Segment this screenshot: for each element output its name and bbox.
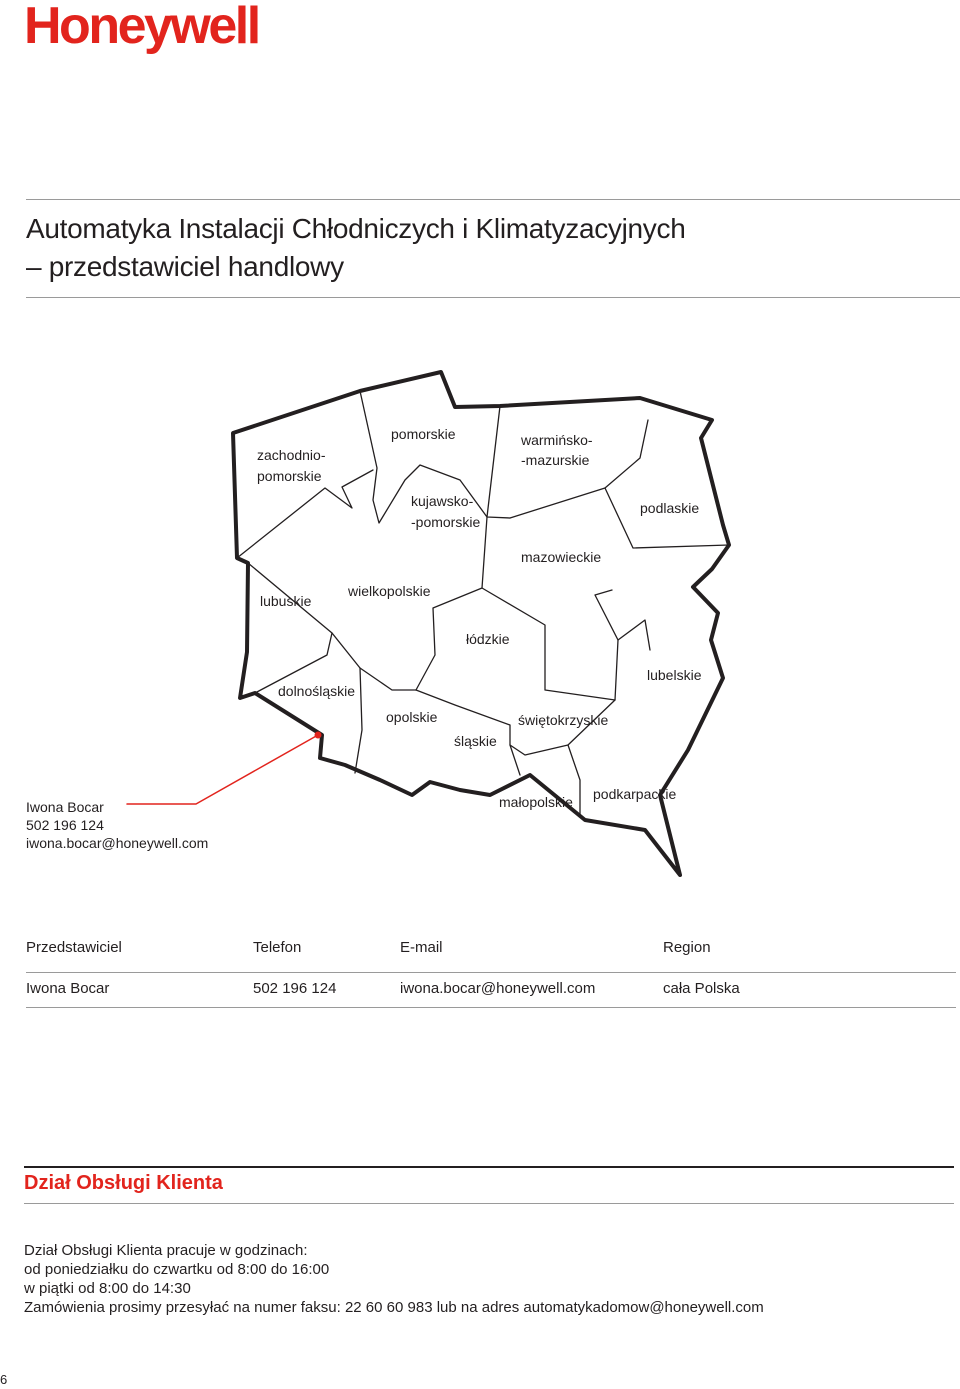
region-podlaskie: podlaskie: [640, 500, 700, 516]
info-line-2: od poniedziałku do czwartku od 8:00 do 16:00: [24, 1261, 330, 1278]
honeywell-logo: Honeywell: [24, 0, 259, 55]
region-lubelskie: lubelskie: [647, 667, 702, 683]
region-kujawsko-pomorskie-2: -pomorskie: [411, 514, 481, 530]
callout-name: Iwona Bocar: [26, 799, 104, 815]
callout-email[interactable]: iwona.bocar@honeywell.com: [26, 835, 209, 851]
region-kujawsko-pomorskie: kujawsko-: [411, 493, 474, 509]
region-lodzkie: łódzkie: [466, 631, 510, 647]
page-number: 6: [0, 1372, 8, 1387]
page-title-line-2: – przedstawiciel handlowy: [26, 251, 344, 282]
region-wielkopolskie: wielkopolskie: [348, 583, 431, 599]
region-slaskie: śląskie: [454, 733, 497, 749]
customer-service-info: [24, 1241, 764, 1317]
divider-title: [26, 297, 960, 298]
divider-top: [26, 199, 960, 200]
representative-callout: [26, 798, 208, 852]
region-zachodniopomorskie-2: pomorskie: [257, 468, 322, 484]
row-representative: Iwona Bocar: [26, 980, 110, 997]
page-title: [26, 210, 685, 286]
page-title-line-1: Automatyka Instalacji Chłodniczych i Klimatyzacyjnych: [26, 213, 686, 244]
section-title-divider: [24, 1203, 954, 1204]
region-podkarpackie: podkarpackie: [593, 786, 677, 802]
table-divider: [26, 972, 956, 973]
region-dolnoslaskie: dolnośląskie: [278, 683, 356, 699]
row-region: cała Polska: [663, 980, 740, 997]
region-pomorskie: pomorskie: [391, 426, 456, 442]
region-malopolskie: małopolskie: [499, 794, 573, 810]
region-zachodniopomorskie: zachodnio-: [257, 447, 326, 463]
region-opolskie: opolskie: [386, 709, 438, 725]
header-representative: Przedstawiciel: [26, 939, 122, 956]
header-region: Region: [663, 939, 711, 956]
region-warminsko-mazurskie-2: -mazurskie: [521, 452, 590, 468]
callout-line: [127, 735, 318, 804]
info-line-1: Dział Obsługi Klienta pracuje w godzinach:: [24, 1242, 308, 1259]
table-bottom-divider: [26, 1007, 956, 1008]
region-mazowieckie: mazowieckie: [521, 549, 602, 565]
header-email: E-mail: [400, 939, 443, 956]
customer-service-title: Dział Obsługi Klienta: [24, 1172, 223, 1194]
region-lubuskie: lubuskie: [260, 593, 312, 609]
header-phone: Telefon: [253, 939, 302, 956]
callout-phone: 502 196 124: [26, 817, 104, 833]
section-divider: [24, 1166, 954, 1168]
table-header: [26, 939, 956, 959]
callout-dot: [315, 732, 322, 739]
table-row: [26, 980, 956, 1000]
info-line-4: Zamówienia prosimy przesyłać na numer faksu: 22 60 60 983 lub na adres automatykadomow@honeywell.com: [24, 1299, 764, 1316]
region-warminsko-mazurskie: warmińsko-: [521, 432, 593, 448]
info-line-3: w piątki od 8:00 do 14:30: [24, 1280, 191, 1297]
region-swietokrzyskie: świętokrzyskie: [518, 712, 609, 728]
row-email[interactable]: iwona.bocar@honeywell.com: [400, 980, 596, 997]
row-phone: 502 196 124: [253, 980, 337, 997]
